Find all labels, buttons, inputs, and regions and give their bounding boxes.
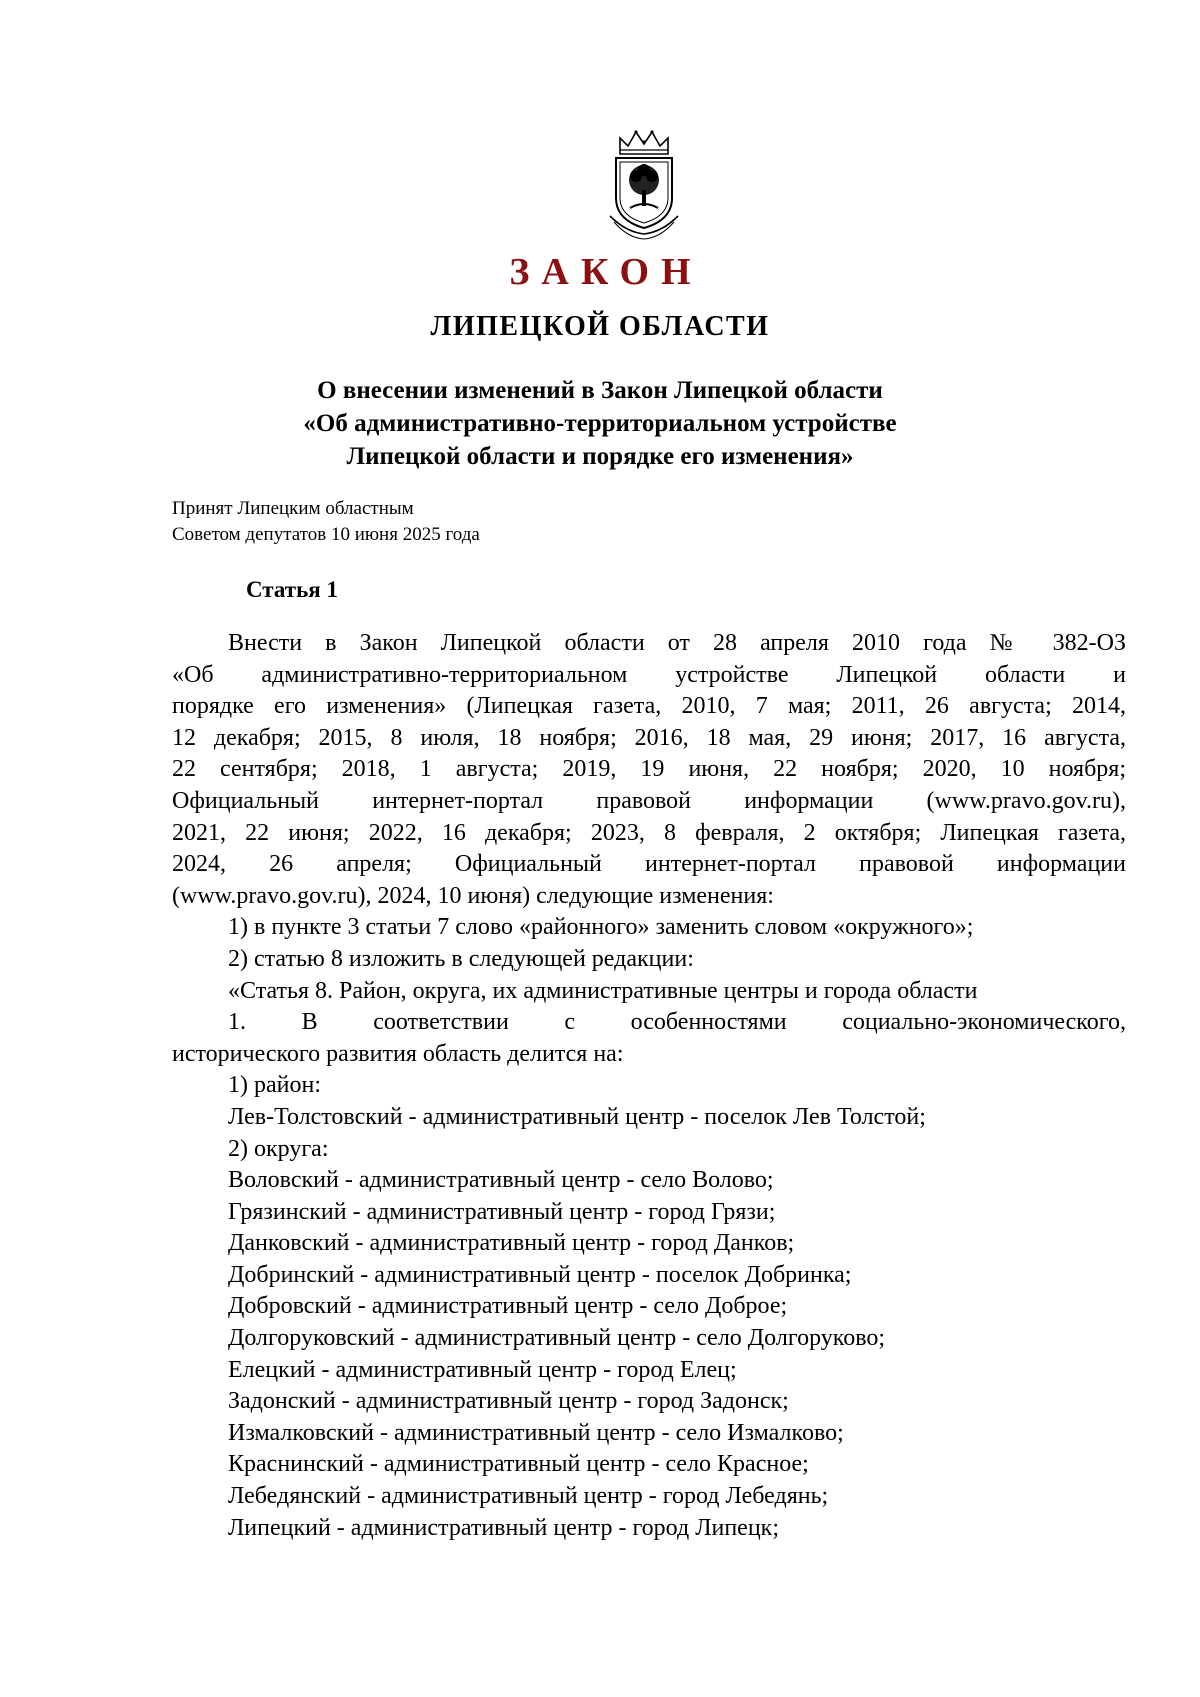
okrug-entry: Долгоруковский - административный центр - село Долгоруково;	[228, 1325, 886, 1352]
heading-line: О внесении изменений в Закон Липецкой области	[317, 377, 883, 404]
intro-line: Официальный интернет-портал правовой информации (www.pravo.gov.ru),	[172, 787, 1126, 814]
okrug-entry: Данковский - административный центр - город Данков;	[228, 1230, 795, 1257]
adoption-line: Советом депутатов 10 июня 2025 года	[172, 524, 480, 545]
subitem: 2) округа:	[228, 1135, 329, 1162]
subitem: 1) район:	[228, 1072, 321, 1099]
article-body	[172, 628, 1126, 1544]
heading-line: «Об административно-территориальном устройстве	[303, 410, 897, 437]
heading-line: Липецкой области и порядке его изменения»	[346, 443, 854, 470]
adoption-line: Принят Липецким областным	[172, 498, 414, 519]
intro-line: 22 сентября; 2018, 1 августа; 2019, 19 июня, 22 ноября; 2020, 10 ноября;	[172, 756, 1126, 783]
okrug-entry: Елецкий - административный центр - город Елец;	[228, 1356, 737, 1383]
lipetsk-coat-of-arms-icon	[606, 128, 682, 240]
intro-line: 2024, 26 апреля; Официальный интернет-портал правовой информации	[172, 851, 1126, 878]
district-entry: Лев-Толстовский - административный центр - поселок Лев Толстой;	[228, 1103, 926, 1130]
paragraph-line: 1. В соответствии с особенностями социально-экономического,	[228, 1009, 1126, 1036]
intro-line: 12 декабря; 2015, 8 июля, 18 ноября; 2016, 18 мая, 29 июня; 2017, 16 августа,	[172, 724, 1126, 751]
amendment-item: 2) статью 8 изложить в следующей редакции:	[228, 945, 694, 972]
okrug-entry: Грязинский - административный центр - город Грязи;	[228, 1198, 776, 1225]
okrug-entry: Добринский - административный центр - поселок Добринка;	[228, 1261, 852, 1288]
law-title: ЗАКОН	[509, 251, 703, 293]
intro-line: 2021, 22 июня; 2022, 16 декабря; 2023, 8 февраля, 2 октября; Липецкая газета,	[172, 819, 1126, 846]
okrug-entry: Измалковский - административный центр - село Измалково;	[228, 1419, 844, 1446]
intro-line: «Об административно-территориальном устройстве Липецкой области и	[172, 661, 1126, 688]
okrug-entry: Лебедянский - административный центр - город Лебедянь;	[228, 1483, 829, 1510]
okrug-entry: Задонский - административный центр - город Задонск;	[228, 1388, 789, 1415]
law-subtitle: ЛИПЕЦКОЙ ОБЛАСТИ	[430, 311, 770, 342]
quoted-article-title: «Статья 8. Район, округа, их административные центры и города области	[228, 977, 978, 1004]
adoption-note	[172, 496, 480, 548]
intro-line: (www.pravo.gov.ru), 2024, 10 июня) следующие изменения:	[172, 882, 774, 909]
intro-line: порядке его изменения» (Липецкая газета, 2010, 7 мая; 2011, 26 августа; 2014,	[172, 693, 1126, 720]
intro-line: Внести в Закон Липецкой области от 28 апреля 2010 года № 382-ОЗ	[228, 630, 1126, 656]
law-heading	[0, 374, 1200, 473]
article-title: Статья 1	[246, 577, 338, 602]
okrug-entry: Липецкий - административный центр - город Липецк;	[228, 1514, 779, 1541]
paragraph-line: исторического развития область делится на:	[172, 1040, 624, 1067]
amendment-item: 1) в пункте 3 статьи 7 слово «районного» заменить словом «окружного»;	[228, 914, 974, 941]
okrug-entry: Добровский - административный центр - село Доброе;	[228, 1293, 788, 1320]
okrug-entry: Краснинский - административный центр - село Красное;	[228, 1451, 809, 1478]
okrug-entry: Воловский - административный центр - село Волово;	[228, 1167, 774, 1194]
